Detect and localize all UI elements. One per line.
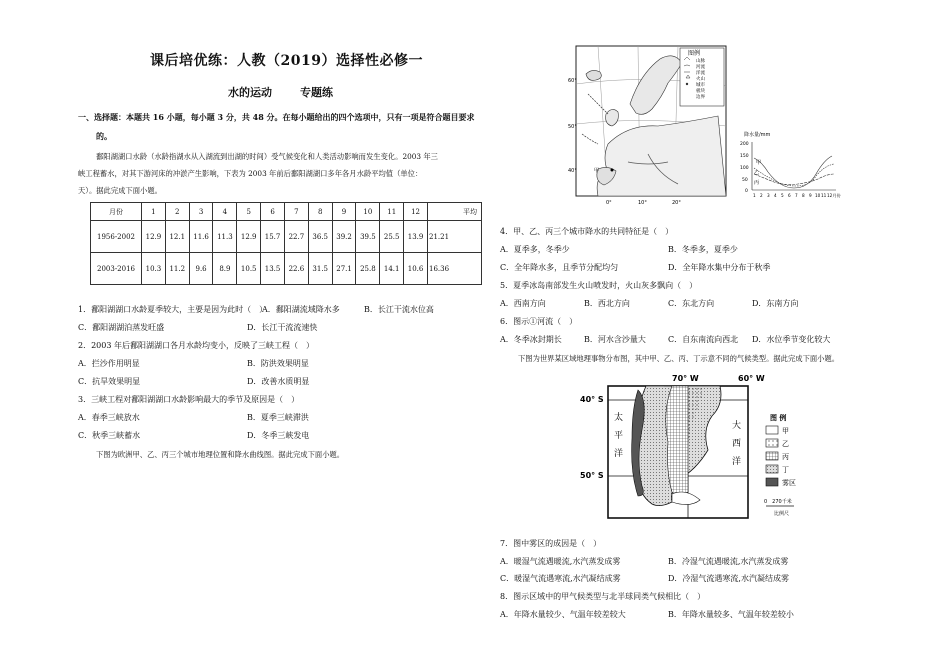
q7-option-c[interactable]: C．暖湿气流遇寒流,水汽凝结成雾: [500, 574, 621, 583]
scale-label: 比例尺: [774, 511, 790, 517]
table-cell: 14.1: [380, 253, 404, 285]
x-tick: 12月份: [827, 193, 841, 198]
table-cell: 11.3: [213, 221, 237, 253]
q2-stem: 2．2003 年后鄱阳湖湖口各月水龄均变小，反映了三峡工程（ ）: [78, 341, 314, 350]
series-label: 丙: [754, 180, 760, 186]
table-period-cell: 1956-2002: [91, 221, 142, 253]
legend-item: 洋流: [696, 71, 705, 76]
q3-option-d[interactable]: D．冬季三峡发电: [247, 431, 310, 440]
y-tick: 100: [740, 166, 749, 171]
table-header-row: [91, 203, 482, 221]
q6-option-a[interactable]: A．冬季冰封期长: [500, 335, 562, 344]
table-cell: 12.9: [142, 221, 166, 253]
q4-option-c[interactable]: C．全年降水多，且季节分配均匀: [500, 263, 619, 272]
ocean-east-char: 大: [732, 421, 742, 431]
section-heading-cont: 的。: [96, 131, 112, 141]
q1-option-c[interactable]: C．鄱阳湖湖泊蒸发旺盛: [78, 323, 165, 332]
legend-swatch-ding: [766, 465, 778, 473]
table-header-cell: 11: [380, 203, 404, 221]
series-label: 甲: [756, 160, 762, 166]
table-header-cell: 月份: [91, 203, 142, 221]
table-cell: 22.6: [284, 253, 308, 285]
legend-item: 山脉: [696, 59, 705, 64]
q5-option-b[interactable]: B．西北方向: [584, 299, 630, 308]
subtitle-type: 专题练: [300, 86, 333, 99]
table-cell: 15.7: [261, 221, 285, 253]
table-cell: 27.1: [332, 253, 356, 285]
precip-chart: [740, 128, 844, 204]
y-tick: 150: [740, 154, 749, 159]
passage1-line1: 鄱阳湖湖口水龄（水龄指湖水从入湖流到出湖的时间）受气候变化和人类活动影响而发生变化。2003 年三: [96, 152, 438, 161]
ocean-east-char: 洋: [732, 457, 742, 467]
lon-label-70w: 70° W: [672, 374, 699, 383]
legend-label: 乙: [782, 440, 789, 448]
x-tick: 8: [802, 193, 805, 198]
lon-label-60w: 60° W: [738, 374, 765, 383]
passage3: 下图为世界某区域地理事物分布图，其中甲、乙、丙、丁示意不同的气候类型。据此完成下面小题。: [518, 354, 840, 363]
q6-option-c[interactable]: C．自东南流向西北: [668, 335, 739, 344]
passage2: 下图为欧洲甲、乙、丙三个城市地理位置和降水曲线图。据此完成下面小题。: [96, 450, 345, 459]
legend-item: 城市: [696, 83, 705, 88]
y-tick: 50: [742, 178, 748, 183]
legend-swatch-bing: [766, 452, 778, 460]
lon-label: 10°: [638, 200, 647, 206]
q2-option-a[interactable]: A．拦沙作用明显: [78, 359, 140, 368]
south-america-map: [580, 372, 800, 526]
x-tick: 9: [809, 193, 812, 198]
table-cell: 11.6: [189, 221, 213, 253]
q3-option-b[interactable]: B．夏季三峡滞洪: [247, 413, 309, 422]
x-tick: 11: [821, 193, 827, 198]
series-yi-line: [754, 164, 834, 186]
table-period-cell: 2003-2016: [91, 253, 142, 285]
lat-label-50s: 50° S: [580, 471, 604, 480]
lat-label-40s: 40° S: [580, 395, 604, 404]
table-header-cell: 10: [356, 203, 380, 221]
city-jia-label: 甲: [594, 168, 600, 174]
series-label: 乙: [754, 170, 760, 176]
legend-swatch-fog: [766, 478, 778, 486]
ocean-west-char: 洋: [614, 449, 624, 459]
page-title: 课后培优练：人教（2019）选择性必修一: [150, 53, 423, 69]
legend-swatch-jia: [766, 426, 778, 434]
city-dot-icon: [686, 83, 688, 85]
q1-stem: 1．鄱阳湖湖口水龄夏季较大，主要是因为此时（ ）: [78, 305, 268, 314]
table-cell: 39.2: [332, 221, 356, 253]
q7-option-a[interactable]: A．暖湿气流遇暖流,水汽蒸发成雾: [500, 557, 621, 566]
lat-label: 40°: [568, 168, 577, 174]
x-tick: 5: [781, 193, 784, 198]
q8-stem: 8．图示区域中的甲气候类型与北半球同类气候相比（ ）: [500, 592, 706, 601]
table-cell: 16.36: [428, 253, 482, 285]
y-tick: 0: [745, 189, 748, 194]
series-bing-line: [754, 174, 834, 185]
q7-option-b[interactable]: B．冷湿气流遇暖流,水汽蒸发成雾: [668, 557, 789, 566]
q4-option-a[interactable]: A．夏季多，冬季少: [500, 245, 570, 254]
series-jia-line: [754, 156, 832, 188]
table-header-cell: 9: [332, 203, 356, 221]
q2-option-b[interactable]: B．防洪效果明显: [247, 359, 309, 368]
q3-option-c[interactable]: C．秋季三峡蓄水: [78, 431, 141, 440]
table-cell: 11.2: [165, 253, 189, 285]
x-tick: 4: [774, 193, 777, 198]
table-header-cell: 平均: [428, 203, 482, 221]
table-header-cell: 6: [261, 203, 285, 221]
subtitle-topic: 水的运动: [228, 86, 272, 99]
q2-option-c[interactable]: C．抗旱效果明显: [78, 377, 141, 386]
table-cell: 21.21: [428, 221, 482, 253]
table-cell: 12.1: [165, 221, 189, 253]
x-tick: 2: [760, 193, 763, 198]
q7-stem: 7．图中雾区的成因是（ ）: [500, 539, 602, 548]
table-header-cell: 2: [165, 203, 189, 221]
table-row: [91, 221, 482, 253]
table-row: [91, 253, 482, 285]
q2-option-d[interactable]: D．改善水质明显: [247, 377, 310, 386]
table-header-cell: 5: [237, 203, 261, 221]
table-cell: 39.5: [356, 221, 380, 253]
chart-ylabel: 降水量/mm: [744, 132, 771, 138]
lon-label: 20°: [672, 200, 681, 206]
ocean-east-char: 西: [732, 439, 742, 449]
city-jia-dot-icon: [611, 169, 614, 172]
q1-option-b[interactable]: B．长江干流水位高: [364, 305, 434, 314]
q6-option-b[interactable]: B．河水含沙量大: [584, 335, 646, 344]
y-tick: 200: [740, 142, 749, 147]
table-cell: 25.8: [356, 253, 380, 285]
x-ticks: [753, 192, 842, 199]
q4-option-b[interactable]: B．冬季多，夏季少: [668, 245, 738, 254]
table-header-cell: 8: [308, 203, 332, 221]
ocean-west-char: 平: [614, 431, 624, 441]
ocean-west-char: 太: [614, 413, 624, 423]
legend-item: 边界: [696, 95, 705, 100]
legend-item: 河流: [696, 65, 705, 70]
table-cell: 10.3: [142, 253, 166, 285]
q7-option-d[interactable]: D．冷湿气流遇寒流,水汽凝结成雾: [668, 574, 789, 583]
table-cell: 12.9: [237, 221, 261, 253]
q5-stem: 5．夏季冰岛南部发生火山喷发时，火山灰多飘向（ ）: [500, 281, 698, 290]
table-header-cell: 1: [142, 203, 166, 221]
q5-option-a[interactable]: A．西南方向: [500, 299, 546, 308]
table-header-cell: 12: [404, 203, 428, 221]
lon-label: 0°: [606, 200, 612, 206]
passage1-line3: 天）。据此完成下面小题。: [78, 186, 162, 195]
table-cell: 8.9: [213, 253, 237, 285]
legend-title: 图例: [688, 50, 701, 57]
europe-map: [568, 44, 734, 206]
table-cell: 25.5: [380, 221, 404, 253]
table-header-cell: 4: [213, 203, 237, 221]
table-cell: 9.6: [189, 253, 213, 285]
q6-stem: 6．图示①河流（ ）: [500, 317, 578, 326]
legend-label: 丁: [782, 466, 789, 474]
table-cell: 31.5: [308, 253, 332, 285]
scale-text: 0 270千米: [764, 499, 792, 505]
water-age-table: [90, 202, 482, 285]
lat-label: 60°: [568, 78, 577, 84]
q1-option-a[interactable]: A．鄱阳湖流域降水多: [262, 305, 340, 314]
q6-option-d[interactable]: D．水位季节变化较大: [752, 335, 831, 344]
q4-stem: 4．甲、乙、丙三个城市降水的共同特征是（ ）: [500, 227, 674, 236]
q1-option-d[interactable]: D．长江干流流速快: [247, 323, 318, 332]
table-cell: 36.5: [308, 221, 332, 253]
legend-item: 板块: [696, 89, 705, 94]
legend-swatch-yi: [766, 439, 778, 447]
q4-option-d[interactable]: D．全年降水集中分布于秋季: [668, 263, 771, 272]
table-cell: 13.5: [261, 253, 285, 285]
table-header-cell: 3: [189, 203, 213, 221]
table-cell: 10.5: [237, 253, 261, 285]
q8-option-a[interactable]: A．年降水量较少、气温年较差较大: [500, 610, 626, 619]
q5-option-d[interactable]: D．东南方向: [752, 299, 799, 308]
x-tick: 1: [753, 193, 756, 198]
iceland-shape: [586, 70, 601, 80]
table-cell: 10.6: [404, 253, 428, 285]
legend-item: 火山: [696, 77, 705, 82]
table-header-cell: 7: [284, 203, 308, 221]
legend-label: 丙: [782, 453, 789, 461]
x-tick: 7: [795, 193, 798, 198]
q3-stem: 3．三峡工程对鄱阳湖湖口水龄影响最大的季节及原因是（ ）: [78, 395, 300, 404]
q3-option-a[interactable]: A．春季三峡放水: [78, 413, 140, 422]
x-tick: 6: [788, 193, 791, 198]
passage1-line2: 峡工程蓄水，对其下游河床的冲淤产生影响，下表为 2003 年前后鄱阳湖湖口多年各月水龄平均值（单位：: [78, 169, 423, 178]
legend-title: 图 例: [770, 414, 787, 422]
q5-option-c[interactable]: C．东北方向: [668, 299, 715, 308]
table-cell: 13.9: [404, 221, 428, 253]
table-cell: 22.7: [284, 221, 308, 253]
legend-label: 雾区: [782, 479, 796, 487]
section-heading: 一、选择题：本题共 16 小题，每小题 3 分，共 48 分。在每小题给出的四个选项中，只有一项是符合题目要求: [78, 112, 475, 122]
x-tick: 3: [767, 193, 770, 198]
q8-option-b[interactable]: B．年降水量较多、气温年较差较小: [668, 610, 794, 619]
legend-label: 甲: [782, 427, 789, 435]
x-tick: 10: [815, 193, 821, 198]
lat-label: 50°: [568, 124, 577, 130]
